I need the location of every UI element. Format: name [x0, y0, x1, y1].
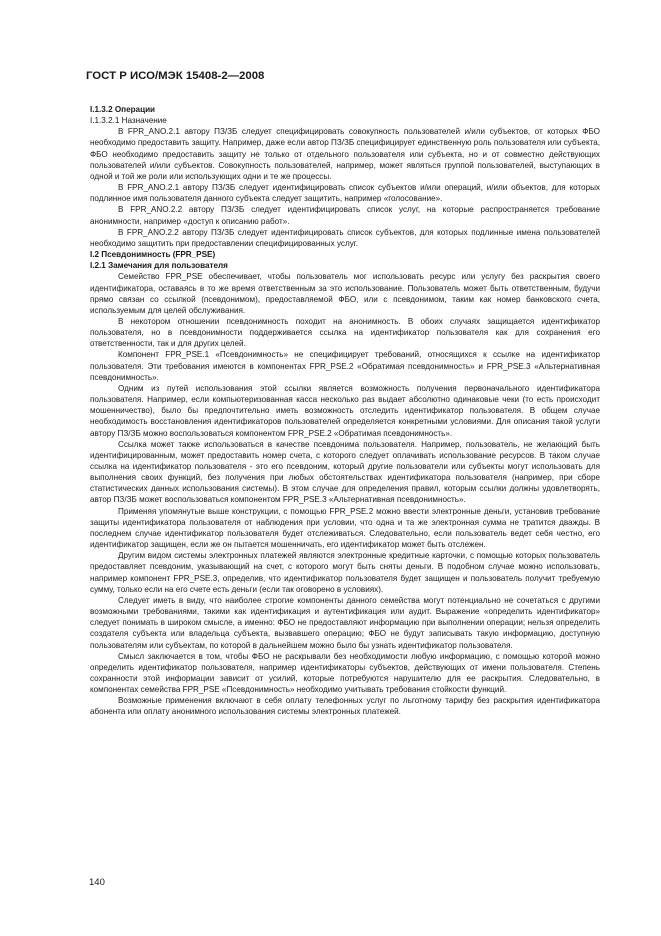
body-paragraph: Следует иметь в виду, что наиболее строгие компоненты данного семейства могут потенциально не сочетаться с другими возможными требованиями, такими как идентификация и аутентификация или аудит. Выражение «определить идентификатор» следует понимать в широком смысле, а именно: ФБО не предоставляют информацию при выполнении операции; нельзя определить создателя субъекта или владельца субъекта, вызвавшего операцию; ФБО не будут записывать такую информацию, доступную пользователям или субъектам, по которой в дальнейшем можно было бы узнать идентификатор пользователя.	[90, 595, 600, 650]
body-paragraph: Смысл заключается в том, чтобы ФБО не раскрывали без необходимости любую информацию, с помощью которой можно определить идентификатор пользователя, например идентификаторы субъектов, действующих от имени пользователя. Степень сохранности этой информации зависит от усилий, которые потребуются нарушителю для ее раскрытия. Следовательно, в компонентах семейства FPR_PSE «Псевдонимность» необходимо учитывать требования стойкости функций.	[90, 651, 600, 695]
body-paragraph: Другим видом системы электронных платежей являются электронные кредитные карточки, с помощью которых пользователь предоставляет псевдоним, указывающий на счет, с которого могут быть сняты деньги. В подобном случае можно использовать, например компонент FPR_PSE.3, определив, что идентификатор пользователя будет защищен и пользователь получит требуемую сумму, только если на его счете есть деньги (если так оговорено в условиях).	[90, 551, 600, 594]
body-paragraph: Одним из путей использования этой ссылки является возможность получения первоначального идентификатора пользователя. Например, если компьютеризованная касса несколько раз выдает абсолютно одинаковые чеки (то есть происходит мошенничество), было бы предпочтительно иметь возможность отследить идентификатор пользователя. В общем случае необходимость восстановления идентификаторов пользователей определяется конкретными условиями. Для описания такой услуги автору ПЗ/ЗБ можно воспользоваться компонентом FPR_PSE.2 «Обратимая псевдонимность».	[90, 383, 600, 438]
body-paragraph: Ссылка может также использоваться в качестве псевдонима пользователя. Например, пользователь, не желающий быть идентифицированным, может предоставить номер счета, с которого следует оплачивать использование ресурсов. В таком случае ссылка на идентификатор пользователя - это его псевдоним, который другие пользователи или субъекты могут использовать для выполнения своих функций, без получения при любых обстоятельствах идентификатора пользователя (например, при сборе статистических данных использования системы). В этом случае для определения правил, которым ссылки должны удовлетворять, автор ПЗ/ЗБ может воспользоваться компонентом FPR_PSE.3 «Альтернативная псевдонимность».	[90, 439, 600, 505]
body-paragraph: В FPR_ANO.2.2 автору ПЗ/ЗБ следует идентифицировать список услуг, на которые распространяется требование анонимности, например «доступ к описанию работ».	[90, 205, 600, 226]
section-heading: I.2.1 Замечания для пользователя	[90, 261, 228, 271]
section-heading: I.2 Псевдонимность (FPR_PSE)	[90, 250, 216, 260]
subsection-label: I.1.3.2.1 Назначение	[90, 116, 167, 126]
body-paragraph: Возможные применения включают в себя оплату телефонных услуг по льготному тарифу без раскрытия идентификатора абонента или оплату анонимного использования системы электронных платежей.	[90, 696, 600, 717]
body-paragraph: Компонент FPR_PSE.1 «Псевдонимность» не специфицирует требований, относящихся к ссылке на идентификатор пользователя. Эти требования имеются в компонентах FPR_PSE.2 «Обратимая псевдонимность» и FPR_PSE.3 «Альтернативная псевдонимность».	[90, 350, 600, 382]
body-paragraph: Применяя упомянутые выше конструкции, с помощью FPR_PSE.2 можно ввести электронные деньги, установив требование защиты идентификатора пользователя от наблюдения при условии, что одна и та же электронная сумма не тратится дважды. В последнем случае идентификатор пользователя будет отслеживаться. Следовательно, если пользователь ведет себя честно, его идентификатор защищен, если же он пытается мошенничать, его идентификатор может быть отслежен.	[90, 506, 600, 550]
document-body	[90, 104, 600, 718]
body-paragraph: В FPR_ANO.2.2 автору ПЗ/ЗБ следует идентифицировать список субъектов, для которых подлинные имена пользователей необходимо защитить при предоставлении специфицированных услуг.	[90, 227, 600, 248]
body-paragraph: Семейство FPR_PSE обеспечивает, чтобы пользователь мог использовать ресурс или услугу без раскрытия своего идентификатора, оставаясь в то же время ответственным за это использование. Пользователь может быть ответственным, будучи прямо связан со ссылкой (псевдонимом), предоставляемой ФБО, или с псевдонимом, таким как номер банковского счета, используемым для целей обслуживания.	[90, 272, 600, 315]
body-paragraph: В FPR_ANO.2.1 автору ПЗ/ЗБ следует специфицировать совокупность пользователей и/или субъектов, от которых ФБО необходимо предоставить защиту. Например, даже если автор ПЗ/ЗБ специфицирует единственную роль пользователя или субъекта, ФБО необходимо предоставить защиту не только от отдельного пользователя или субъекта, но и от совместно действующих пользователей и/или субъектов. Совокупность пользователей, например, может являться группой пользователей, выступающих в одной и той же роли или использующих одни и те же процессы.	[90, 127, 600, 181]
body-paragraph: В FPR_ANO.2.1 автору ПЗ/ЗБ следует идентифицировать список субъектов и/или операций, и/или объектов, для которых подлинное имя пользователя данного субъекта следует защитить, например «голосование».	[90, 183, 600, 204]
page-number: 140	[89, 877, 105, 888]
section-heading: I.1.3.2 Операции	[90, 105, 156, 114]
body-paragraph: В некотором отношении псевдонимность походит на анонимность. В обоих случаях защищается идентификатор пользователя, но в псевдонимности поддерживается ссылка на идентификатор пользователя как для сохранения его ответственности, так и для других целей.	[90, 316, 600, 349]
document-header: ГОСТ Р ИСО/МЭК 15408-2—2008	[86, 70, 265, 82]
